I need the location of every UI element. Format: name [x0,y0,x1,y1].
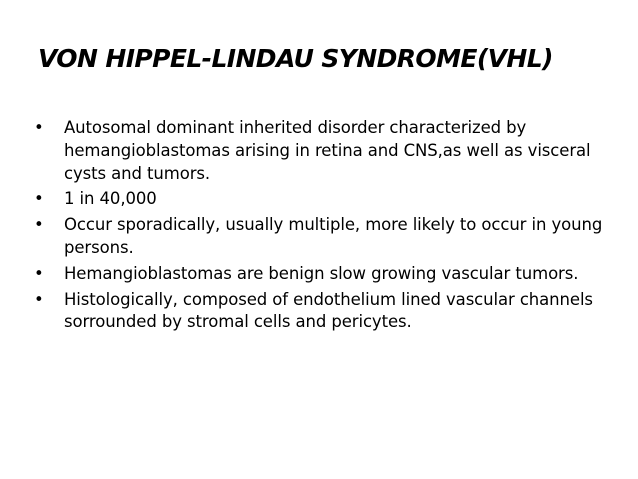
bullet-icon: • [34,289,44,309]
bullet-icon: • [34,215,44,235]
bullet-text: Hemangioblastomas are benign slow growing vascular tumors. [64,263,579,283]
bullet-icon: • [34,263,44,283]
bullet-item [34,214,604,260]
bullet-icon: • [34,118,44,137]
bullet-text: Occur sporadically, usually multiple, more likely to occur in young persons. [64,215,603,257]
bullet-text: Autosomal dominant inherited disorder characterized by hemangioblastomas arising in retina and CNS,as well as visceral cysts and tumors. [64,118,591,183]
bullet-text: 1 in 40,000 [64,189,157,209]
slide-title: VON HIPPEL-LINDAU SYNDROME(VHL) [38,44,553,73]
bullet-item [34,289,604,335]
bullet-list [34,117,604,337]
bullet-item [34,117,604,185]
bullet-text: Histologically, composed of endothelium lined vascular channels sorrounded by stromal cells and pericytes. [64,289,593,332]
bullet-icon: • [34,189,44,209]
bullet-item [34,263,604,286]
bullet-item [34,188,604,211]
